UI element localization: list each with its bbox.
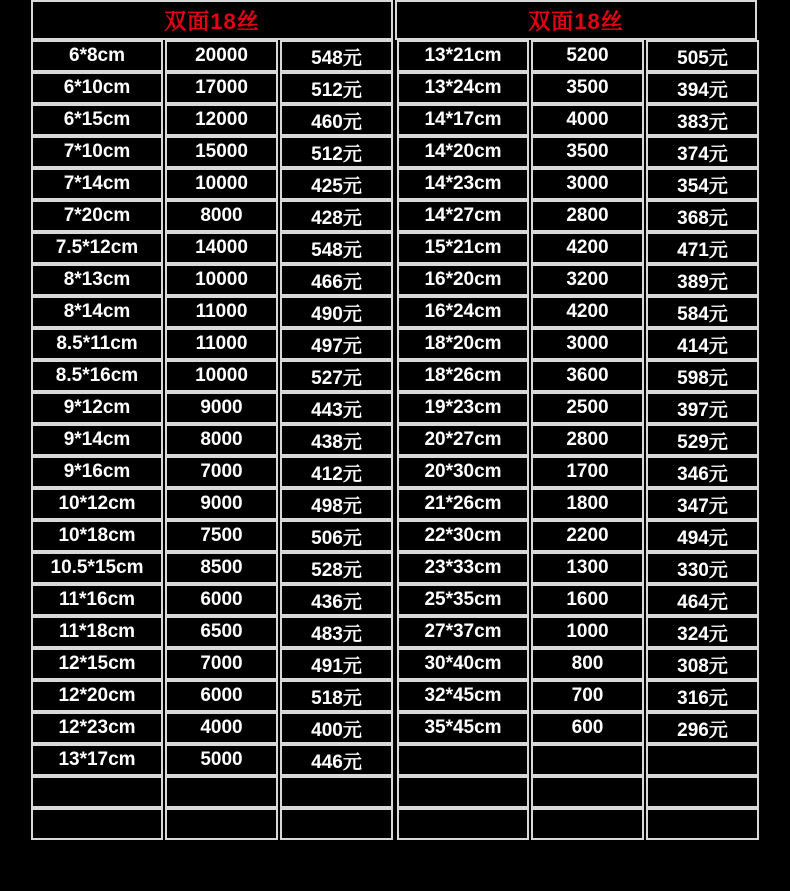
price-cell-right [646, 808, 759, 840]
table-row [31, 232, 759, 264]
size-cell-right: 35*45cm [397, 712, 529, 744]
size-cell-left: 11*18cm [31, 616, 163, 648]
size-cell-right: 16*20cm [397, 264, 529, 296]
price-cell-right: 584元 [646, 296, 759, 328]
quantity-cell-right: 3600 [531, 360, 644, 392]
quantity-cell-left [165, 808, 278, 840]
price-cell-left: 428元 [280, 200, 393, 232]
quantity-cell-left: 12000 [165, 104, 278, 136]
price-cell-right: 414元 [646, 328, 759, 360]
price-cell-right: 354元 [646, 168, 759, 200]
price-cell-left: 528元 [280, 552, 393, 584]
size-cell-right: 30*40cm [397, 648, 529, 680]
price-cell-right: 471元 [646, 232, 759, 264]
size-cell-right: 19*23cm [397, 392, 529, 424]
right-table-title: 双面18丝 [395, 0, 757, 40]
size-cell-left: 8*14cm [31, 296, 163, 328]
price-cell-left: 512元 [280, 72, 393, 104]
price-cell-left [280, 808, 393, 840]
quantity-cell-right: 3200 [531, 264, 644, 296]
quantity-cell-left: 20000 [165, 40, 278, 72]
size-cell-left: 13*17cm [31, 744, 163, 776]
size-cell-right: 21*26cm [397, 488, 529, 520]
table-row [31, 552, 759, 584]
table-row [31, 488, 759, 520]
table-row [31, 680, 759, 712]
price-cell-right: 529元 [646, 424, 759, 456]
size-cell-right: 14*17cm [397, 104, 529, 136]
size-cell-left: 7.5*12cm [31, 232, 163, 264]
size-cell-right: 16*24cm [397, 296, 529, 328]
price-cell-left: 490元 [280, 296, 393, 328]
quantity-cell-right: 2800 [531, 200, 644, 232]
size-cell-left: 8.5*16cm [31, 360, 163, 392]
price-cell-left: 425元 [280, 168, 393, 200]
title-row [31, 0, 759, 40]
size-cell-left [31, 808, 163, 840]
table-row [31, 744, 759, 776]
price-table [31, 0, 759, 840]
price-cell-left: 498元 [280, 488, 393, 520]
price-cell-left: 506元 [280, 520, 393, 552]
price-cell-right: 346元 [646, 456, 759, 488]
table-row [31, 200, 759, 232]
price-cell-left: 466元 [280, 264, 393, 296]
price-cell-right: 397元 [646, 392, 759, 424]
quantity-cell-left: 11000 [165, 328, 278, 360]
quantity-cell-right: 3500 [531, 136, 644, 168]
quantity-cell-left: 7000 [165, 456, 278, 488]
price-cell-right: 598元 [646, 360, 759, 392]
size-cell-right: 14*23cm [397, 168, 529, 200]
left-table-title: 双面18丝 [31, 0, 393, 40]
size-cell-right: 32*45cm [397, 680, 529, 712]
quantity-cell-right: 3000 [531, 328, 644, 360]
size-cell-left: 9*16cm [31, 456, 163, 488]
size-cell-right: 18*26cm [397, 360, 529, 392]
price-cell-right: 464元 [646, 584, 759, 616]
quantity-cell-right: 1000 [531, 616, 644, 648]
price-cell-left: 443元 [280, 392, 393, 424]
size-cell-right: 22*30cm [397, 520, 529, 552]
price-cell-left: 512元 [280, 136, 393, 168]
quantity-cell-left: 7500 [165, 520, 278, 552]
quantity-cell-left: 14000 [165, 232, 278, 264]
quantity-cell-right: 800 [531, 648, 644, 680]
size-cell-left: 12*15cm [31, 648, 163, 680]
price-cell-left: 548元 [280, 232, 393, 264]
table-row [31, 296, 759, 328]
size-cell-left [31, 776, 163, 808]
quantity-cell-right: 1300 [531, 552, 644, 584]
table-row [31, 264, 759, 296]
size-cell-left: 11*16cm [31, 584, 163, 616]
price-cell-right: 316元 [646, 680, 759, 712]
size-cell-right [397, 744, 529, 776]
quantity-cell-left: 6000 [165, 584, 278, 616]
quantity-cell-right [531, 744, 644, 776]
size-cell-right: 14*27cm [397, 200, 529, 232]
size-cell-left: 12*20cm [31, 680, 163, 712]
table-row [31, 424, 759, 456]
quantity-cell-right: 2200 [531, 520, 644, 552]
quantity-cell-left: 6500 [165, 616, 278, 648]
price-cell-right: 324元 [646, 616, 759, 648]
quantity-cell-left: 10000 [165, 168, 278, 200]
quantity-cell-right: 2800 [531, 424, 644, 456]
size-cell-left: 7*10cm [31, 136, 163, 168]
quantity-cell-left: 9000 [165, 392, 278, 424]
table-body [31, 40, 759, 840]
quantity-cell-left: 17000 [165, 72, 278, 104]
quantity-cell-left: 8000 [165, 200, 278, 232]
quantity-cell-right [531, 776, 644, 808]
size-cell-right [397, 776, 529, 808]
size-cell-left: 12*23cm [31, 712, 163, 744]
quantity-cell-left: 8000 [165, 424, 278, 456]
quantity-cell-right: 3500 [531, 72, 644, 104]
size-cell-left: 6*15cm [31, 104, 163, 136]
size-cell-left: 9*14cm [31, 424, 163, 456]
quantity-cell-left: 7000 [165, 648, 278, 680]
quantity-cell-right: 5200 [531, 40, 644, 72]
quantity-cell-left: 5000 [165, 744, 278, 776]
price-cell-left: 412元 [280, 456, 393, 488]
size-cell-right: 14*20cm [397, 136, 529, 168]
size-cell-right: 20*30cm [397, 456, 529, 488]
price-cell-right: 308元 [646, 648, 759, 680]
price-cell-left: 436元 [280, 584, 393, 616]
price-cell-left: 460元 [280, 104, 393, 136]
price-cell-right: 383元 [646, 104, 759, 136]
size-cell-left: 10*18cm [31, 520, 163, 552]
price-cell-right: 368元 [646, 200, 759, 232]
quantity-cell-left: 8500 [165, 552, 278, 584]
price-cell-left: 491元 [280, 648, 393, 680]
size-cell-left: 10.5*15cm [31, 552, 163, 584]
price-cell-right: 330元 [646, 552, 759, 584]
quantity-cell-left: 15000 [165, 136, 278, 168]
quantity-cell-left: 4000 [165, 712, 278, 744]
table-row [31, 72, 759, 104]
quantity-cell-right: 600 [531, 712, 644, 744]
quantity-cell-right: 4000 [531, 104, 644, 136]
size-cell-right: 27*37cm [397, 616, 529, 648]
quantity-cell-right: 1700 [531, 456, 644, 488]
table-row [31, 456, 759, 488]
size-cell-left: 6*8cm [31, 40, 163, 72]
price-cell-left: 518元 [280, 680, 393, 712]
price-cell-left: 483元 [280, 616, 393, 648]
size-cell-right: 15*21cm [397, 232, 529, 264]
quantity-cell-right: 4200 [531, 296, 644, 328]
size-cell-left: 9*12cm [31, 392, 163, 424]
price-cell-left: 446元 [280, 744, 393, 776]
price-cell-right: 494元 [646, 520, 759, 552]
size-cell-right: 20*27cm [397, 424, 529, 456]
size-cell-left: 6*10cm [31, 72, 163, 104]
table-row [31, 136, 759, 168]
price-cell-right: 374元 [646, 136, 759, 168]
price-cell-right: 389元 [646, 264, 759, 296]
table-row [31, 168, 759, 200]
size-cell-right: 25*35cm [397, 584, 529, 616]
price-cell-left: 527元 [280, 360, 393, 392]
price-cell-right: 347元 [646, 488, 759, 520]
price-cell-left: 548元 [280, 40, 393, 72]
price-cell-right [646, 776, 759, 808]
price-cell-left [280, 776, 393, 808]
quantity-cell-left: 6000 [165, 680, 278, 712]
quantity-cell-left [165, 776, 278, 808]
table-row [31, 648, 759, 680]
price-cell-left: 400元 [280, 712, 393, 744]
size-cell-right: 13*24cm [397, 72, 529, 104]
quantity-cell-right: 3000 [531, 168, 644, 200]
size-cell-right: 23*33cm [397, 552, 529, 584]
price-cell-right: 505元 [646, 40, 759, 72]
table-row [31, 328, 759, 360]
quantity-cell-right: 700 [531, 680, 644, 712]
quantity-cell-right: 2500 [531, 392, 644, 424]
size-cell-left: 10*12cm [31, 488, 163, 520]
price-cell-left: 497元 [280, 328, 393, 360]
quantity-cell-right: 1800 [531, 488, 644, 520]
price-cell-right [646, 744, 759, 776]
quantity-cell-left: 10000 [165, 360, 278, 392]
table-row [31, 392, 759, 424]
quantity-cell-right: 1600 [531, 584, 644, 616]
table-row [31, 360, 759, 392]
table-row [31, 520, 759, 552]
table-row [31, 40, 759, 72]
size-cell-right: 13*21cm [397, 40, 529, 72]
quantity-cell-left: 10000 [165, 264, 278, 296]
table-row [31, 616, 759, 648]
size-cell-right [397, 808, 529, 840]
table-row [31, 808, 759, 840]
table-row [31, 584, 759, 616]
size-cell-left: 7*20cm [31, 200, 163, 232]
table-row [31, 712, 759, 744]
size-cell-left: 8*13cm [31, 264, 163, 296]
price-cell-right: 296元 [646, 712, 759, 744]
table-row [31, 776, 759, 808]
price-cell-left: 438元 [280, 424, 393, 456]
quantity-cell-left: 11000 [165, 296, 278, 328]
size-cell-left: 8.5*11cm [31, 328, 163, 360]
size-cell-left: 7*14cm [31, 168, 163, 200]
quantity-cell-left: 9000 [165, 488, 278, 520]
price-cell-right: 394元 [646, 72, 759, 104]
size-cell-right: 18*20cm [397, 328, 529, 360]
table-row [31, 104, 759, 136]
quantity-cell-right: 4200 [531, 232, 644, 264]
quantity-cell-right [531, 808, 644, 840]
